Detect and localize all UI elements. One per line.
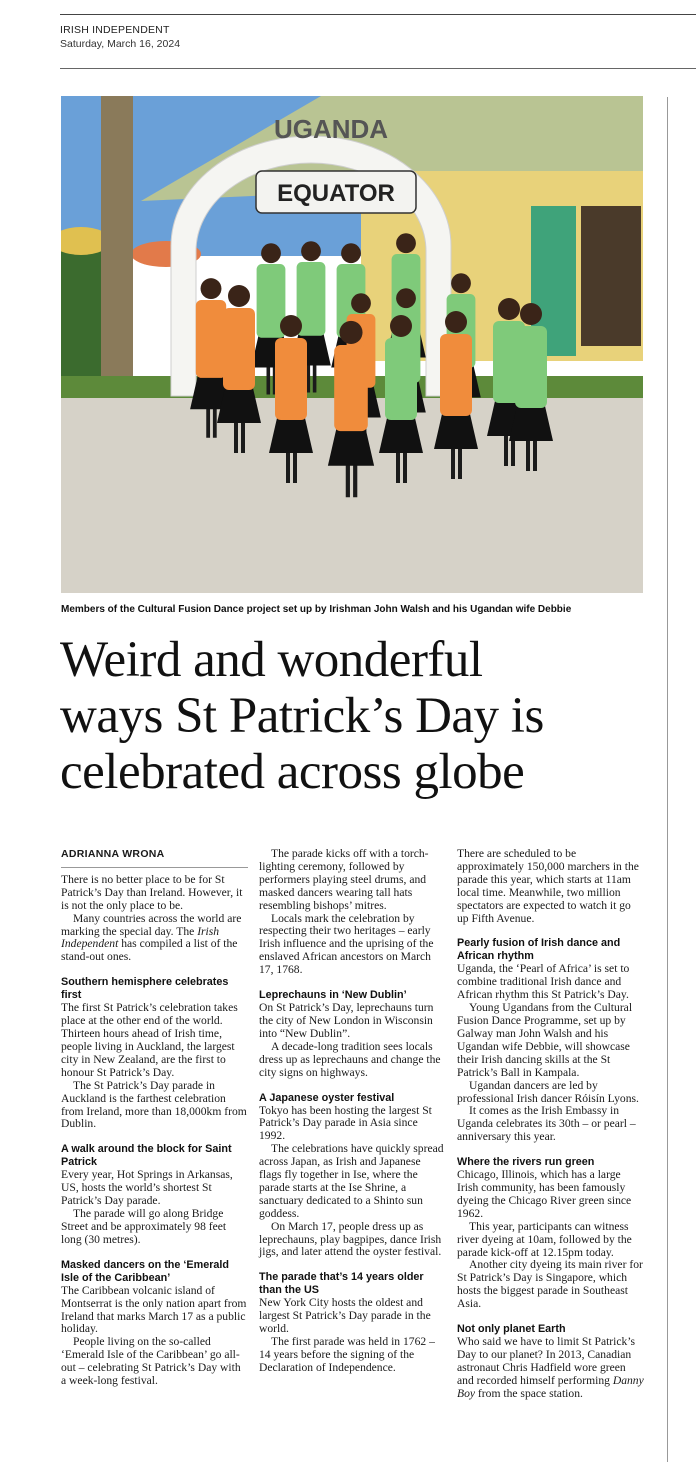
section-paragraph: Ugandan dancers are led by professional Irish dancer Róisín Lyons. xyxy=(457,1078,639,1105)
section-paragraph: The celebrations have quickly spread across Japan, as Irish and Japanese flags fly together in Ise, where the parade starts at the Ise Shrine, a sanctuary dedicated to a Shinto sun goddess. xyxy=(259,1142,444,1220)
dancer-shirt xyxy=(515,326,547,408)
article-column-1 xyxy=(61,848,248,1388)
headline-line-3: celebrated across globe xyxy=(60,744,525,800)
publication-name: IRISH INDEPENDENT xyxy=(60,24,170,36)
dancer-shirt xyxy=(275,338,307,420)
article-column-2 xyxy=(259,848,446,1375)
section-paragraph: The first parade was held in 1762 – 14 years before the signing of the Declaration of Independence. xyxy=(259,1335,435,1374)
dancer-head xyxy=(520,303,542,325)
dancer-head xyxy=(498,298,520,320)
section-paragraph: Chicago, Illinois, which has a large Irish community, has been famously dyeing the Chicago River green since 1962. xyxy=(457,1168,632,1220)
section-paragraph: On March 17, people dress up as leprechauns, play bagpipes, dance Irish jigs, and later attend the oyster festival. xyxy=(259,1219,442,1259)
section-paragraph: People living on the so-called ‘Emerald Isle of the Caribbean’ go all-out – celebrating St Patrick’s Day with a week-long festival. xyxy=(61,1335,241,1388)
section-heading-japanese-oyster-festival: A Japanese oyster festival xyxy=(259,1091,395,1104)
section-paragraph: The St Patrick’s Day parade in Auckland is the farthest celebration from Ireland, more than 18,000km from Dublin. xyxy=(61,1078,247,1131)
section-heading-walk-around-block: A walk around the block for Saint Patrick xyxy=(61,1143,232,1169)
dancer-shirt xyxy=(223,308,255,390)
uganda-sign-text: UGANDA xyxy=(273,114,389,144)
danny-boy-italic: Danny Boy xyxy=(457,1373,644,1400)
section-paragraph: The parade kicks off with a torch-lighting ceremony, followed by performers playing steel drums, and masked dancers wearing tall hats resembling bishops’ mitres. xyxy=(259,847,429,912)
dancer-head xyxy=(228,285,250,307)
section-paragraph: There are scheduled to be approximately 150,000 marchers in the parade this year, which starts at 11am local time. Meanwhile, two million spectators are expected to watch it go up Fifth Avenue. xyxy=(457,847,639,925)
section-paragraph: The Caribbean volcanic island of Montserrat is the only nation apart from Ireland that marks March 17 as a public holiday. xyxy=(61,1283,247,1336)
headline-line-1: Weird and wonderful xyxy=(60,632,483,688)
section-heading-rivers-run-green: Where the rivers run green xyxy=(457,1156,595,1169)
dancer-head xyxy=(451,273,471,293)
dancer-head xyxy=(280,315,302,337)
dancer-head xyxy=(390,315,412,337)
section-paragraph: The first St Patrick’s celebration takes place at the other end of the world. Thirteen hours ahead of Irish time, people living in Auckland, the largest city in New Zealand, are the first to honour St Patrick’s Day. xyxy=(61,1001,238,1079)
article-photo xyxy=(61,96,643,593)
irish-independent-italic: Irish Independent xyxy=(61,924,220,951)
section-paragraph: The parade will go along Bridge Street and be approximately 98 feet long (30 metres). xyxy=(61,1207,227,1246)
section-paragraph: Uganda, the ‘Pearl of Africa’ is set to combine traditional Irish dance and African rhythm this St Patrick’s Day. xyxy=(457,962,630,1002)
masthead-rule xyxy=(60,68,696,69)
dancer-head xyxy=(396,233,416,253)
dancer-shirt xyxy=(334,345,368,431)
section-paragraph: On St Patrick’s Day, leprechauns turn the city of New London in Wisconsin into “New Dublin”. xyxy=(259,1001,434,1040)
section-heading-parade-older-than-us: The parade that’s 14 years older than the US xyxy=(259,1271,424,1297)
dancer-head xyxy=(201,278,222,299)
top-rule xyxy=(60,14,696,15)
dancer-head xyxy=(341,243,361,263)
equator-sign-text: EQUATOR xyxy=(277,180,395,207)
intro-paragraph-1: There is no better place to be for St Patrick’s Day than Ireland. However, it is not the only place to be. xyxy=(61,872,243,912)
section-paragraph: New York City hosts the oldest and largest St Patrick’s Day parade in the world. xyxy=(259,1296,431,1336)
section-paragraph: Who said we have to limit St Patrick’s Day to our planet? In 2013, Canadian astronaut Chris Hadfield wore green and recorded himself performing Danny Boy from the space station. xyxy=(457,1335,644,1400)
section-paragraph: Every year, Hot Springs in Arkansas, US, hosts the world’s shortest St Patrick’s Day parade. xyxy=(61,1168,233,1208)
section-heading-pearly-fusion: Pearly fusion of Irish dance and African rhythm xyxy=(457,937,621,963)
byline: ADRIANNA WRONA xyxy=(61,848,248,868)
section-paragraph: It comes as the Irish Embassy in Uganda celebrates its 30th – or pearl – anniversary this year. xyxy=(457,1104,636,1144)
intro-paragraph-2: Many countries across the world are marking the special day. The Irish Independent has compiled a list of the stand-out ones. xyxy=(61,911,242,964)
publication-date: Saturday, March 16, 2024 xyxy=(60,38,181,50)
section-heading-not-only-planet-earth: Not only planet Earth xyxy=(457,1323,566,1336)
column-divider xyxy=(667,97,668,1462)
section-paragraph: Tokyo has been hosting the largest St Patrick’s Day parade in Asia since 1992. xyxy=(259,1103,432,1143)
dancer-head xyxy=(339,321,362,344)
section-paragraph: Young Ugandans from the Cultural Fusion Dance Programme, set up by Galway man John Walsh and his Ugandan wife Debbie, will showcase their Irish dancing skills at the St Patrick’s Ball in Kampala. xyxy=(457,1001,633,1079)
section-heading-masked-dancers: Masked dancers on the ‘Emerald Isle of the Caribbean’ xyxy=(61,1258,230,1284)
section-paragraph: Locals mark the celebration by respecting their two heritages – early Irish influence and the uprising of the enslaved African ancestors on March 17, 1768. xyxy=(259,911,434,977)
dancer-shirt xyxy=(385,338,417,420)
photo-caption: Members of the Cultural Fusion Dance project set up by Irishman John Walsh and his Ugandan wife Debbie xyxy=(61,604,572,615)
dancer-head xyxy=(351,293,371,313)
masthead xyxy=(60,24,680,50)
section-paragraph: This year, participants can witness river dyeing at 10am, followed by the parade kick-off at 12.15pm today. xyxy=(457,1219,632,1259)
section-paragraph: A decade-long tradition sees locals dress up as leprechauns and change the city signs on highways. xyxy=(259,1039,441,1079)
headline xyxy=(60,632,660,800)
shop-opening xyxy=(581,206,641,346)
dancer-head xyxy=(301,241,321,261)
dancers-photo-illustration xyxy=(61,96,643,593)
dancer-head xyxy=(445,311,467,333)
section-paragraph: Another city dyeing its main river for St Patrick’s Day is Singapore, which hosts the biggest parade in Southeast Asia. xyxy=(457,1258,643,1311)
section-heading-southern-hemisphere: Southern hemisphere celebrates first xyxy=(61,976,229,1002)
dancer-shirt xyxy=(196,300,226,378)
dancer-head xyxy=(261,243,281,263)
article-column-3 xyxy=(457,848,644,1401)
dancer-shirt xyxy=(440,334,472,416)
article-body xyxy=(61,848,643,1458)
section-heading-leprechauns-new-dublin: Leprechauns in ‘New Dublin’ xyxy=(259,989,407,1002)
headline-line-2: ways St Patrick’s Day is xyxy=(60,688,544,744)
dancer-head xyxy=(396,288,416,308)
